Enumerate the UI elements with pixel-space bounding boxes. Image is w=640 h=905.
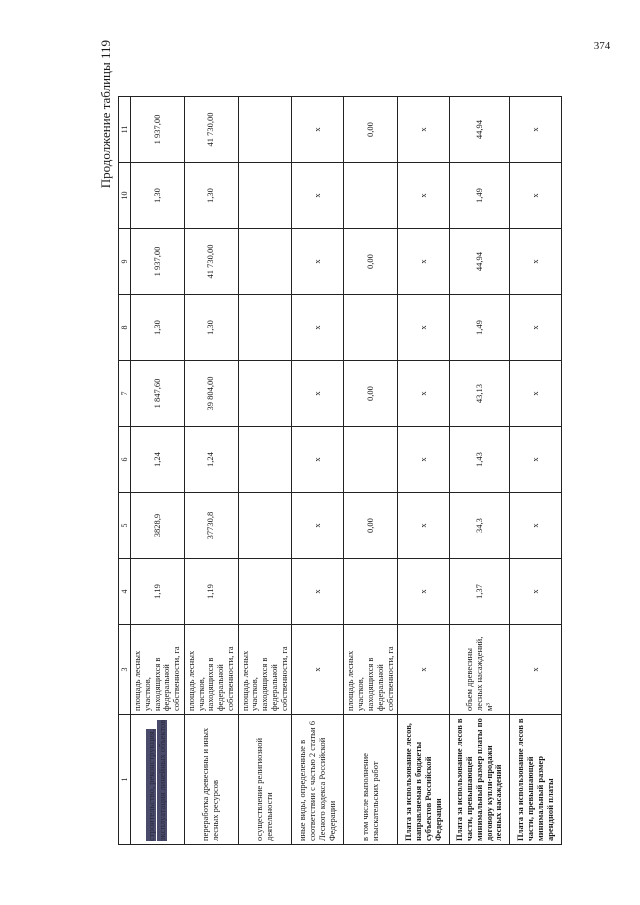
unit-cell: x <box>510 625 562 715</box>
value-cell: 1 937,00 <box>131 97 185 163</box>
value-cell: 1,30 <box>184 163 238 229</box>
value-cell: x <box>510 295 562 361</box>
value-cell: 37730,8 <box>184 493 238 559</box>
value-cell: 1,30 <box>184 295 238 361</box>
value-cell: x <box>292 427 344 493</box>
value-cell: x <box>510 229 562 295</box>
table-row <box>450 31 510 845</box>
redacted-text: строительство, реконструкция, эксплуатация линейных объектов <box>145 719 168 841</box>
value-cell: x <box>510 361 562 427</box>
table-row <box>510 31 562 845</box>
value-cell: 0,00 <box>344 493 398 559</box>
value-cell: 1 937,00 <box>131 229 185 295</box>
value-cell: 1,24 <box>131 427 185 493</box>
row-label <box>131 715 185 845</box>
data-table <box>118 30 562 845</box>
continuation-title: Продолжение таблицы 119 <box>98 40 113 189</box>
column-number: 1 <box>119 715 131 845</box>
value-cell: 0,00 <box>344 97 398 163</box>
value-cell: 44,94 <box>450 229 510 295</box>
value-cell: x <box>292 493 344 559</box>
column-number: 5 <box>119 493 131 559</box>
value-cell: 1,49 <box>450 163 510 229</box>
value-cell: 1,43 <box>450 427 510 493</box>
value-cell: 1,24 <box>184 427 238 493</box>
value-cell <box>238 97 292 163</box>
value-cell: x <box>398 361 450 427</box>
value-cell: x <box>292 97 344 163</box>
value-cell: x <box>398 295 450 361</box>
value-cell <box>238 361 292 427</box>
value-cell: 34,3 <box>450 493 510 559</box>
value-cell: 0,00 <box>344 361 398 427</box>
row-label: иные виды, определенные в соответствии с частью 2 статьи 6 Лесного кодекса Российской Федерации <box>292 715 344 845</box>
value-cell: x <box>510 559 562 625</box>
column-number: 6 <box>119 427 131 493</box>
unit-cell: площадь лесных участков, находящихся в федеральной собственности, га <box>184 625 238 715</box>
table-row <box>344 31 398 845</box>
column-number: 8 <box>119 295 131 361</box>
column-number: 3 <box>119 625 131 715</box>
value-cell <box>238 559 292 625</box>
value-cell: 0,00 <box>344 229 398 295</box>
column-number-row <box>119 31 131 845</box>
value-cell: x <box>398 427 450 493</box>
value-cell <box>238 493 292 559</box>
unit-cell: площадь лесных участков, находящихся в федеральной собственности, га <box>131 625 185 715</box>
value-cell <box>344 559 398 625</box>
table-row <box>398 31 450 845</box>
row-label: Плата за использование лесов, направляемая в бюджеты субъектов Российской Федерации <box>398 715 450 845</box>
table-row <box>131 31 185 845</box>
value-cell: 41 730,00 <box>184 229 238 295</box>
unit-cell: площадь лесных участков, находящихся в федеральной собственности, га <box>344 625 398 715</box>
row-label: в том числе выполнение изыскательских работ <box>344 715 398 845</box>
value-cell: 1,49 <box>450 295 510 361</box>
column-number: 10 <box>119 163 131 229</box>
unit-cell: x <box>398 625 450 715</box>
value-cell <box>344 163 398 229</box>
value-cell: 43,13 <box>450 361 510 427</box>
value-cell <box>344 427 398 493</box>
value-cell: x <box>292 163 344 229</box>
column-number: 11 <box>119 97 131 163</box>
column-number: 7 <box>119 361 131 427</box>
value-cell <box>238 229 292 295</box>
value-cell: 1,30 <box>131 295 185 361</box>
value-cell: 39 804,00 <box>184 361 238 427</box>
rotated-table-sheet <box>98 40 555 845</box>
value-cell: x <box>398 163 450 229</box>
value-cell: x <box>292 559 344 625</box>
value-cell: 1,19 <box>184 559 238 625</box>
value-cell: x <box>398 97 450 163</box>
column-number: 9 <box>119 229 131 295</box>
value-cell: x <box>398 493 450 559</box>
page-number: 374 <box>593 40 611 52</box>
table-row <box>292 31 344 845</box>
value-cell: x <box>292 229 344 295</box>
value-cell: 1,37 <box>450 559 510 625</box>
unit-cell: x <box>292 625 344 715</box>
value-cell <box>238 427 292 493</box>
value-cell: x <box>398 559 450 625</box>
value-cell <box>238 163 292 229</box>
value-cell: x <box>510 493 562 559</box>
value-cell: x <box>510 97 562 163</box>
row-label: Плата за использование лесов в части, превышающей минимальный размер платы по договору купли-продажи лесных насаждений <box>450 715 510 845</box>
unit-cell: площадь лесных участков, находящихся в федеральной собственности, га <box>238 625 292 715</box>
value-cell: 41 730,00 <box>184 97 238 163</box>
value-cell: x <box>510 163 562 229</box>
value-cell: x <box>292 295 344 361</box>
value-cell: x <box>292 361 344 427</box>
column-number: 4 <box>119 559 131 625</box>
row-label: осуществление религиозной деятельности <box>238 715 292 845</box>
value-cell: 3828,9 <box>131 493 185 559</box>
row-label: переработка древесины и иных лесных ресурсов <box>184 715 238 845</box>
value-cell: 1 847,60 <box>131 361 185 427</box>
value-cell: x <box>510 427 562 493</box>
value-cell: 1,30 <box>131 163 185 229</box>
value-cell: 1,19 <box>131 559 185 625</box>
value-cell <box>238 295 292 361</box>
value-cell: x <box>398 229 450 295</box>
table-row <box>184 31 238 845</box>
value-cell <box>344 295 398 361</box>
table-row <box>238 31 292 845</box>
value-cell: 44,94 <box>450 97 510 163</box>
row-label: Плата за использование лесов в части, превышающей минимальный размер арендной платы <box>510 715 562 845</box>
unit-cell: объем древесины лесных насаждений, м³ <box>450 625 510 715</box>
